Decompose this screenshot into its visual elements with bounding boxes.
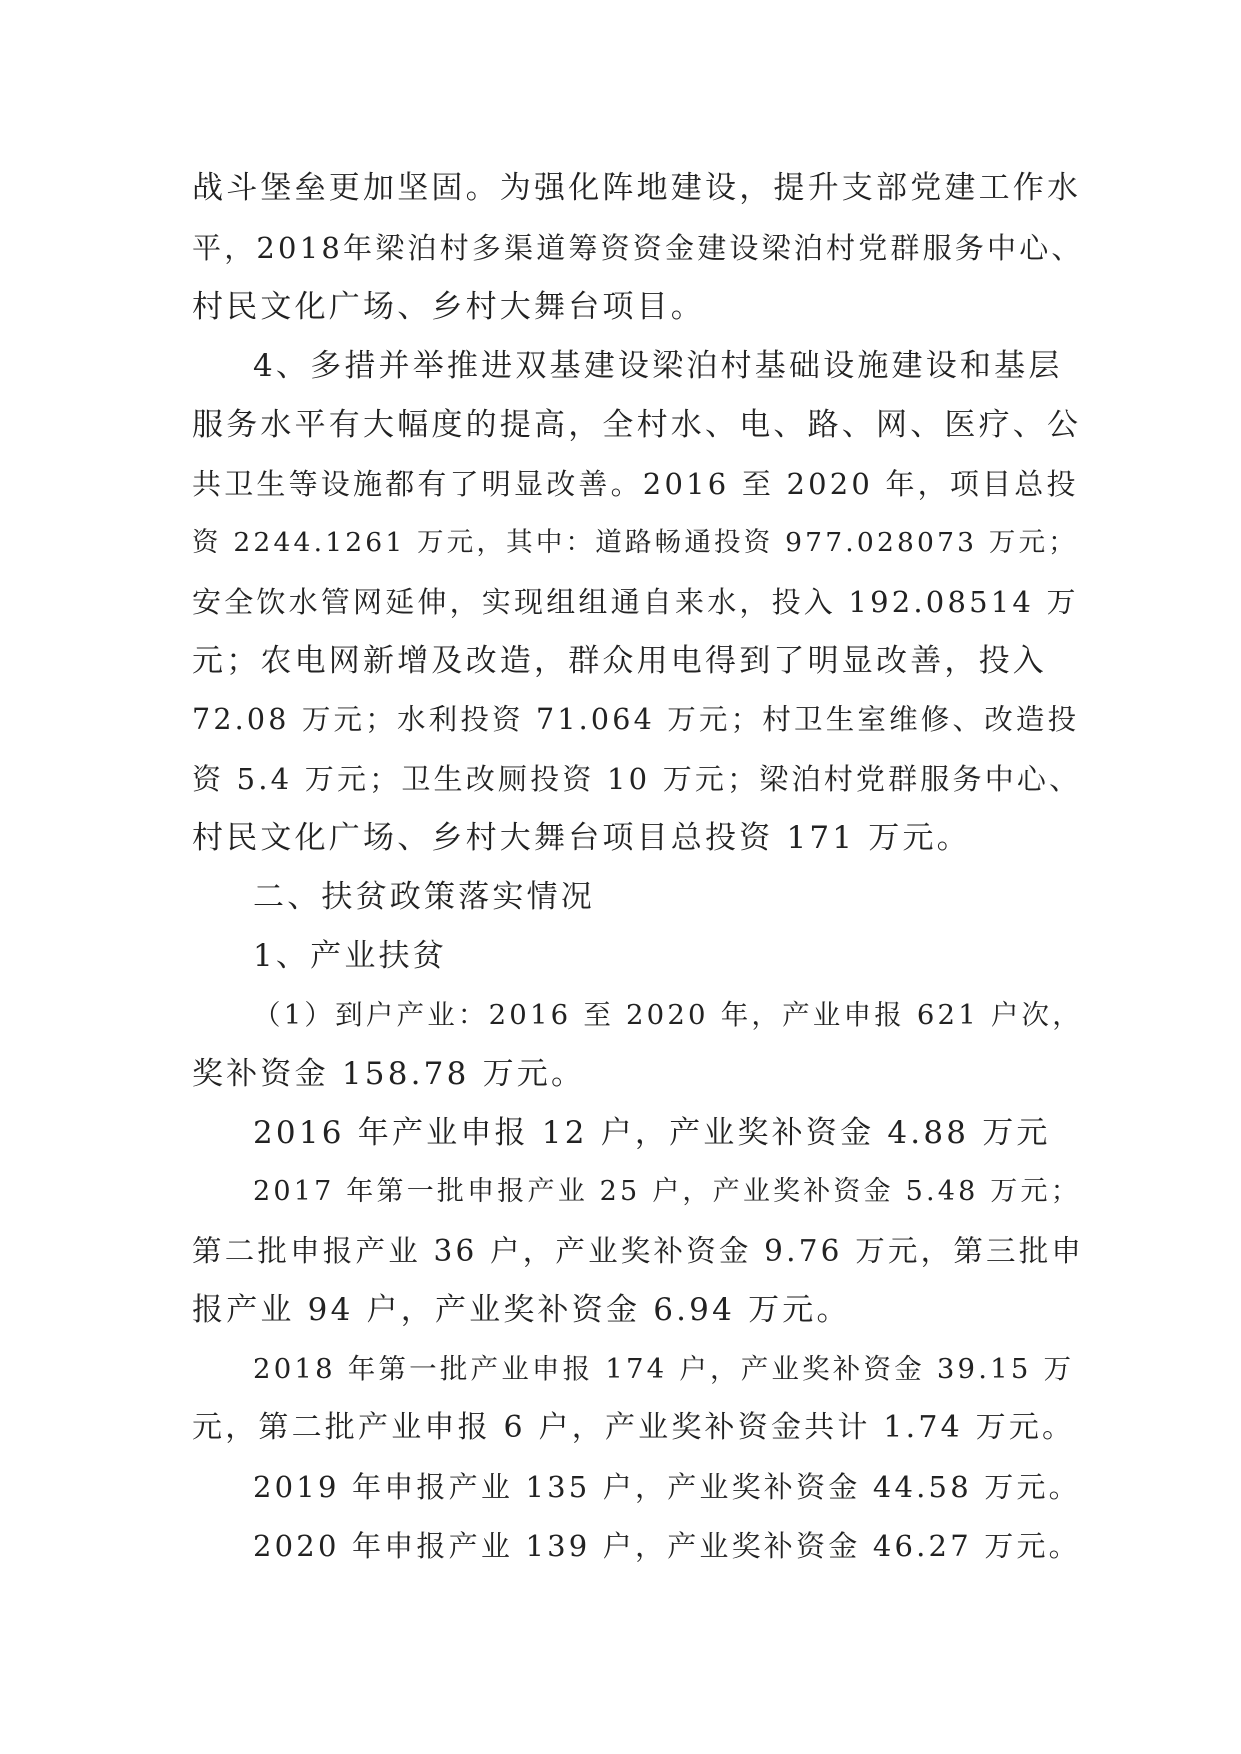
text-line: 安全饮水管网延伸，实现组组通自来水，投入 192.08514 万 (192, 585, 1079, 619)
text-line: 资 2244.1261 万元，其中：道路畅通投资 977.028073 万元； (192, 527, 1078, 558)
text-line: 2017 年第一批申报产业 25 户，产业奖补资金 5.48 万元； (253, 1176, 1081, 1207)
text-line: （1）到户产业：2016 至 2020 年，产业申报 621 户次， (253, 999, 1083, 1031)
text-line: 元；农电网新增及改造，群众用电得到了明显改善，投入 (192, 643, 1047, 679)
text-line: 村民文化广场、乡村大舞台项目总投资 171 万元。 (192, 820, 971, 856)
text-line: 平，2018年梁泊村多渠道筹资资金建设梁泊村党群服务中心、 (192, 231, 1084, 265)
text-line: 元，第二批产业申报 6 户，产业奖补资金共计 1.74 万元。 (192, 1410, 1076, 1445)
text-line: 报产业 94 户，产业奖补资金 6.94 万元。 (192, 1292, 851, 1328)
text-line: 2018 年第一批产业申报 174 户，产业奖补资金 39.15 万 (253, 1353, 1075, 1385)
subsection-heading: 1、产业扶贫 (253, 938, 447, 974)
text-line: 共卫生等设施都有了明显改善。2016 至 2020 年，项目总投 (192, 467, 1079, 501)
text-line: 2020 年申报产业 139 户，产业奖补资金 46.27 万元。 (253, 1529, 1081, 1563)
text-line: 2016 年产业申报 12 户，产业奖补资金 4.88 万元 (253, 1115, 1051, 1151)
text-line: 资 5.4 万元；卫生改厕投资 10 万元；梁泊村党群服务中心、 (192, 762, 1082, 796)
text-line: 村民文化广场、乡村大舞台项目。 (192, 289, 705, 325)
text-line: 第二批申报产业 36 户，产业奖补资金 9.76 万元，第三批申 (192, 1234, 1085, 1268)
text-line: 4、多措并举推进双基建设梁泊村基础设施建设和基层 (253, 348, 1063, 384)
text-line: 2019 年申报产业 135 户，产业奖补资金 44.58 万元。 (253, 1470, 1081, 1504)
text-line: 服务水平有大幅度的提高，全村水、电、路、网、医疗、公 (192, 407, 1082, 443)
section-heading: 二、扶贫政策落实情况 (253, 879, 595, 915)
text-line: 72.08 万元；水利投资 71.064 万元；村卫生室维修、改造投 (192, 703, 1080, 736)
text-line: 奖补资金 158.78 万元。 (192, 1056, 586, 1092)
text-line: 战斗堡垒更加坚固。为强化阵地建设，提升支部党建工作水 (192, 170, 1082, 206)
